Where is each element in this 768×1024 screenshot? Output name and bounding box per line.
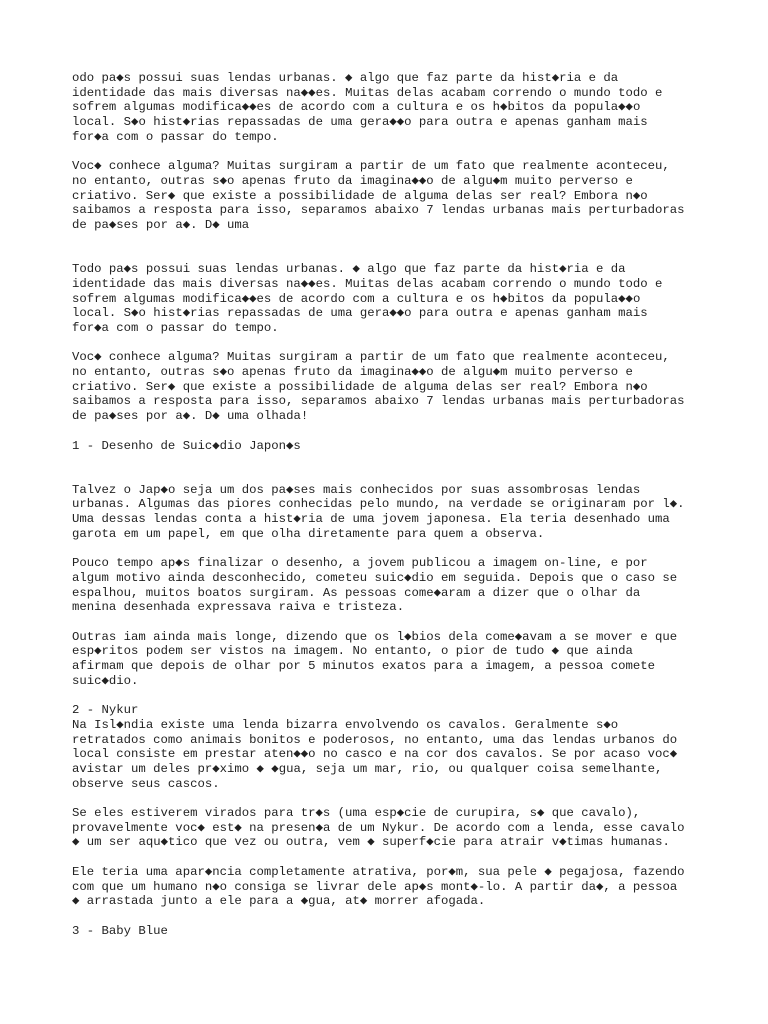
paragraph-japan-1: Talvez o Jap◆o seja um dos pa◆ses mais conhecidos por suas assombrosas lendas urbanas. Algumas das piores conhecidas pelo mundo, na verdade se originaram por l◆. Uma dessas lendas conta a hist◆ria de uma jovem japonesa. Ela teria desenhado uma garota em um papel, em que olha diretamente para quem a observa. <box>72 482 685 541</box>
paragraph-gap <box>72 791 712 806</box>
section-heading-3: 3 - Baby Blue <box>72 923 168 938</box>
paragraph-gap <box>72 541 712 556</box>
paragraph-intro-truncated: odo pa◆s possui suas lendas urbanas. ◆ algo que faz parte da hist◆ria e da identidade das mais diversas na◆◆es. Muitas delas acabam correndo o mundo todo e sofrem algumas modifica◆◆es de acordo com a cultura e os h◆bitos da popula◆◆o local. S◆o hist◆rias repassadas de uma gera◆◆o para outra e apenas ganham mais for◆a com o passar do tempo. <box>72 71 663 144</box>
paragraph-nykur-2: Se eles estiverem virados para tr◆s (uma esp◆cie de curupira, s◆ que cavalo), provavelmente voc◆ est◆ na presen◆a de um Nykur. De acordo com a lenda, esse cavalo ◆ um ser aqu◆tico que vez ou outra, vem ◆ superf◆cie para atrair v◆timas humanas. <box>72 806 685 850</box>
paragraph-gap <box>72 424 712 439</box>
paragraph-gap <box>72 850 712 865</box>
paragraph-question-truncated: Voc◆ conhece alguma? Muitas surgiram a partir de um fato que realmente aconteceu, no entanto, outras s◆o apenas fruto da imagina◆◆o de algu◆m muito perverso e criativo. Ser◆ que existe a possibilidade de alguma delas ser real? Embora n◆o saibamos a resposta para isso, separamos abaixo 7 lendas urbanas mais perturbadoras de pa◆ses por a◆. D◆ uma <box>72 159 685 233</box>
paragraph-gap <box>72 688 712 703</box>
section-nykur: 2 - Nykur Na Isl◆ndia existe uma lenda bizarra envolvendo os cavalos. Geralmente s◆o retratados como animais bonitos e poderosos, no entanto, uma das lendas urbanos do local consiste em prestar aten◆◆o no casco e na cor dos cavalos. Se por acaso voc◆ avistar um deles pr◆ximo ◆ ◆gua, seja um mar, rio, ou qualquer coisa semelhante, observe seus cascos. <box>72 703 678 791</box>
paragraph-nykur-3: Ele teria uma apar◆ncia completamente atrativa, por◆m, sua pele ◆ pegajosa, fazendo com que um humano n◆o consiga se livrar dele ap◆s mont◆-lo. A partir da◆, a pessoa ◆ arrastada junto a ele para a ◆gua, at◆ morrer afogada. <box>72 864 685 909</box>
paragraph-japan-2: Pouco tempo ap◆s finalizar o desenho, a jovem publicou a imagem on-line, e por algum motivo ainda desconhecido, cometeu suic◆dio em seguida. Depois que o caso se espalhou, muitos boatos surgiram. As pessoas come◆aram a dizer que o olhar da menina desenhada expressava raiva e tristeza. <box>72 556 678 615</box>
section-heading-1: 1 - Desenho de Suic◆dio Japon◆s <box>72 438 301 453</box>
paragraph-gap <box>72 909 712 924</box>
section-gap <box>72 453 712 482</box>
paragraph-japan-3: Outras iam ainda mais longe, dizendo que os l◆bios dela come◆avam a se mover e que esp◆ritos podem ser vistos na imagem. No entanto, o pior de tudo ◆ que ainda afirmam que depois de olhar por 5 minutos exatos para a imagem, a pessoa comete suic◆dio. <box>72 629 678 688</box>
document-page <box>72 71 712 938</box>
paragraph-gap <box>72 615 712 630</box>
paragraph-question: Voc◆ conhece alguma? Muitas surgiram a partir de um fato que realmente aconteceu, no entanto, outras s◆o apenas fruto da imagina◆◆o de algu◆m muito perverso e criativo. Ser◆ que existe a possibilidade de alguma delas ser real? Embora n◆o saibamos a resposta para isso, separamos abaixo 7 lendas urbanas mais perturbadoras de pa◆ses por a◆. D◆ uma olhada! <box>72 350 685 424</box>
paragraph-gap <box>72 145 712 160</box>
paragraph-intro: Todo pa◆s possui suas lendas urbanas. ◆ algo que faz parte da hist◆ria e da identidade das mais diversas na◆◆es. Muitas delas acabam correndo o mundo todo e sofrem algumas modifica◆◆es de acordo com a cultura e os h◆bitos da popula◆◆o local. S◆o hist◆rias repassadas de uma gera◆◆o para outra e apenas ganham mais for◆a com o passar do tempo. <box>72 262 663 335</box>
section-gap <box>72 233 712 262</box>
paragraph-gap <box>72 336 712 351</box>
